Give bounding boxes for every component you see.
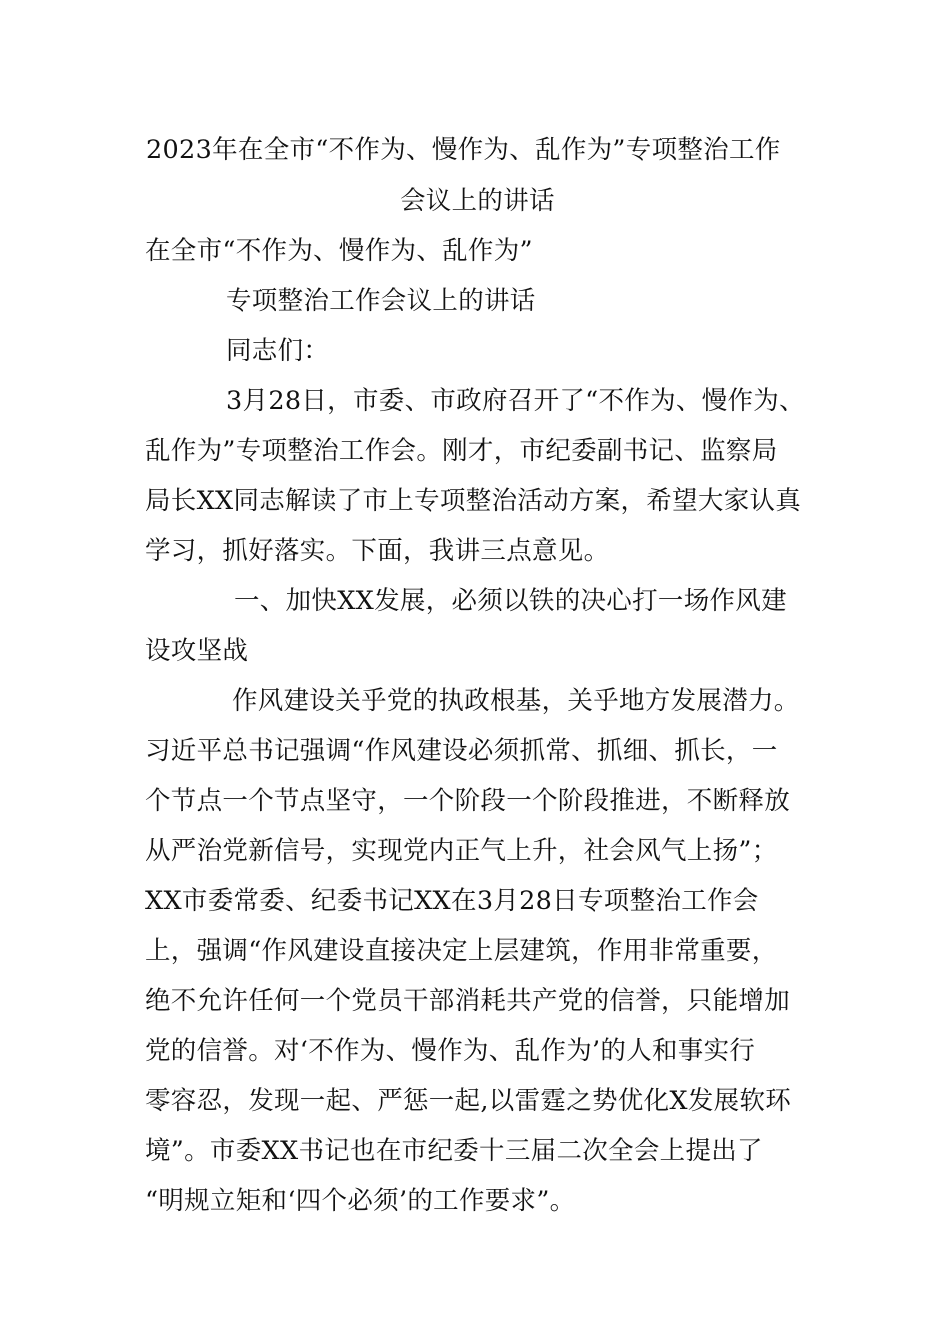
- subtitle-line-1: 在全市“不作为、慢作为、乱作为”: [145, 236, 533, 266]
- paragraph-1-line-3: 局长XX同志解读了市上专项整治活动方案，希望大家认真: [145, 486, 802, 516]
- paragraph-2-line-10: 境”。市委XX书记也在市纪委十三届二次全会上提出了: [145, 1136, 763, 1166]
- paragraph-2-line-5: XX市委常委、纪委书记XX在3月28日专项整治工作会: [145, 886, 759, 916]
- salutation: 同志们：: [226, 336, 330, 366]
- paragraph-2-line-6: 上，强调“作风建设直接决定上层建筑，作用非常重要，: [145, 936, 778, 966]
- subtitle-line-2: 专项整治工作会议上的讲话: [226, 286, 536, 316]
- paragraph-1-line-1: 3月28日，市委、市政府召开了“不作为、慢作为、: [226, 386, 805, 416]
- paragraph-1-line-4: 学习，抓好落实。下面，我讲三点意见。: [145, 536, 610, 566]
- document-title-line-1: 2023年在全市“不作为、慢作为、乱作为”专项整治工作: [146, 135, 781, 165]
- paragraph-2-line-8: 党的信誉。对‘不作为、慢作为、乱作为’的人和事实行: [145, 1036, 756, 1066]
- section-heading-1-line-2: 设攻坚战: [145, 636, 249, 666]
- paragraph-2-line-11: “明规立矩和‘四个必须’的工作要求”。: [145, 1186, 576, 1216]
- paragraph-2-line-3: 个节点一个节点坚守，一个阶段一个阶段推进，不断释放: [145, 786, 791, 816]
- document-title-line-2: 会议上的讲话: [400, 186, 555, 216]
- paragraph-2-line-7: 绝不允许任何一个党员干部消耗共产党的信誉，只能增加: [145, 986, 791, 1016]
- paragraph-1-line-2: 乱作为”专项整治工作会。刚才，市纪委副书记、监察局: [145, 436, 778, 466]
- paragraph-2-line-4: 从严治党新信号，实现党内正气上升，社会风气上扬”；: [145, 836, 778, 866]
- paragraph-2-line-2: 习近平总书记强调“作风建设必须抓常、抓细、抓长，一: [145, 736, 778, 766]
- section-heading-1-line-1: 一、加快XX发展，必须以铁的决心打一场作风建: [234, 586, 787, 616]
- paragraph-2-line-9: 零容忍，发现一起、严惩一起,以雷霆之势优化X发展软环: [145, 1086, 792, 1116]
- paragraph-2-line-1: 作风建设关乎党的执政根基，关乎地方发展潜力。: [232, 686, 800, 716]
